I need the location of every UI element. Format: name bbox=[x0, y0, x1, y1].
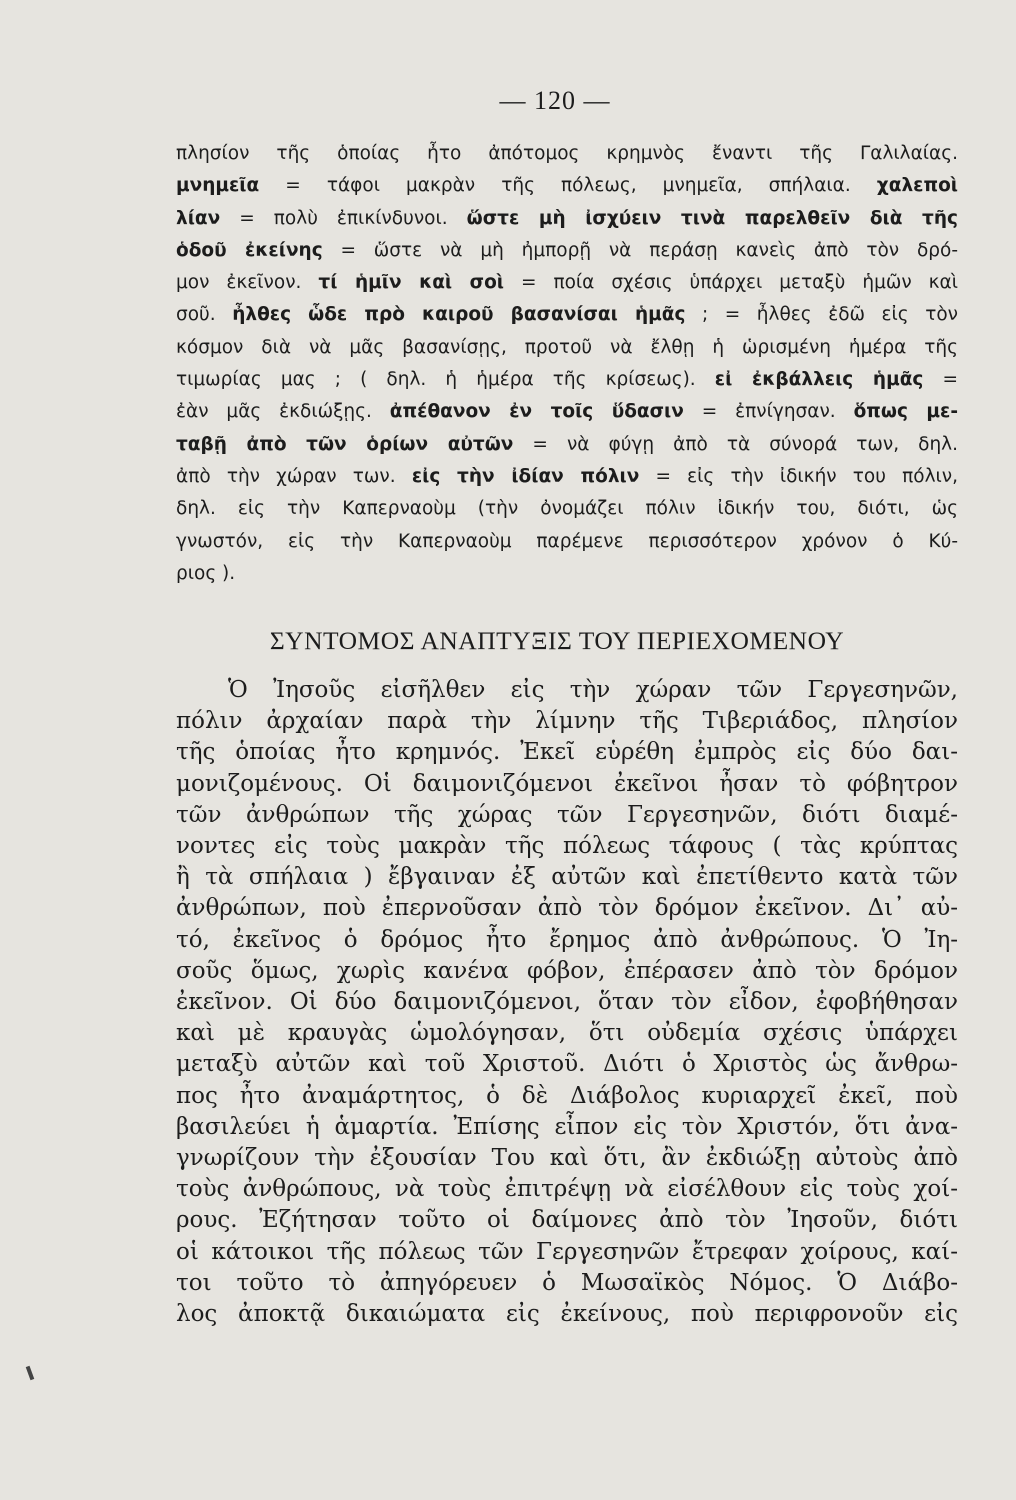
notes-line bbox=[176, 526, 958, 558]
bold-term: λίαν bbox=[176, 207, 221, 229]
page-number: — 120 — bbox=[499, 86, 611, 115]
bold-term: ὅπως με- bbox=[853, 401, 959, 423]
margin-mark bbox=[26, 1366, 35, 1381]
summary-line: ἀνθρώπων, ποὺ ἐπερνοῦσαν ἀπὸ τὸν δρόμον ἐκεῖνον. Δι᾿ αὐ- bbox=[176, 895, 958, 922]
notes-line bbox=[176, 235, 958, 267]
note-text: = ποία σχέσις ὑπάρχει μεταξὺ ἡμῶν καὶ bbox=[504, 272, 958, 294]
bold-term: ἦλθες ὧδε πρὸ καιροῦ βασανίσαι ἡμᾶς bbox=[232, 304, 686, 326]
bold-term: χαλεποὶ bbox=[876, 175, 958, 197]
notes-line bbox=[176, 203, 958, 235]
summary-line: πόλιν ἀρχαίαν παρὰ τὴν λίμνην τῆς Τιβεριάδος, πλησίον bbox=[176, 708, 958, 735]
summary-line: τοι τοῦτο τὸ ἀπηγόρευεν ὁ Μωσαϊκὸς Νόμος. Ὁ Διάβο- bbox=[176, 1269, 958, 1296]
note-text: μον ἐκεῖνον. bbox=[176, 272, 319, 294]
summary-line: καὶ μὲ κραυγὰς ὡμολόγησαν, ὅτι οὐδεμία σχέσις ὑπάρχει bbox=[176, 1020, 958, 1047]
summary-body bbox=[176, 675, 958, 1330]
note-text: πλησίον τῆς ὁποίας ἦτο ἀπότομος κρημνὸς ἔναντι τῆς Γαλιλαίας. bbox=[176, 143, 958, 164]
notes-line bbox=[176, 138, 958, 170]
summary-line: γνωρίζουν τὴν ἐξουσίαν Του καὶ ὅτι, ἂν ἐκδιώξῃ αὐτοὺς ἀπὸ bbox=[176, 1145, 958, 1172]
notes-line bbox=[176, 493, 958, 525]
bold-term: εἰ ἐκβάλλεις ἡμᾶς bbox=[714, 369, 924, 391]
summary-line: βασιλεύει ἡ ἁμαρτία. Ἐπίσης εἶπον εἰς τὸν Χριστόν, ὅτι ἀνα- bbox=[176, 1113, 958, 1140]
notes-line bbox=[176, 332, 958, 364]
notes-line bbox=[176, 170, 958, 202]
bold-term: τί ἡμῖν καὶ σοὶ bbox=[318, 272, 504, 294]
note-text: = νὰ φύγῃ ἀπὸ τὰ σύνορά των, δηλ. bbox=[513, 433, 958, 455]
note-text: κόσμον διὰ νὰ μᾶς βασανίσῃς, προτοῦ νὰ ἔλθῃ ἡ ὡρισμένη ἡμέρα τῆς bbox=[176, 336, 958, 358]
bold-term: ἀπέθανον ἐν τοῖς ὕδασιν bbox=[389, 401, 684, 423]
notes-line bbox=[176, 558, 958, 590]
note-text: ἐὰν μᾶς ἐκδιώξῃς. bbox=[176, 401, 390, 423]
notes-line bbox=[176, 396, 958, 428]
summary-line: ρους. Ἐζήτησαν τοῦτο οἱ δαίμονες ἀπὸ τὸν Ἰησοῦν, διότι bbox=[176, 1207, 958, 1234]
summary-line: Ὁ Ἰησοῦς εἰσῆλθεν εἰς τὴν χώραν τῶν Γεργεσηνῶν, bbox=[228, 677, 958, 703]
note-text: τιμωρίας μας ; ( δηλ. ἡ ἡμέρα τῆς κρίσεως). bbox=[176, 369, 715, 391]
bold-term: εἰς τὴν ἰδίαν πόλιν bbox=[411, 465, 640, 487]
note-text: = εἰς τὴν ἰδικήν του πόλιν, bbox=[639, 465, 958, 487]
summary-line: ἢ τὰ σπήλαια ) ἔβγαιναν ἐξ αὐτῶν καὶ ἐπετίθεντο κατὰ τῶν bbox=[176, 864, 958, 891]
notes-line bbox=[176, 429, 958, 461]
note-text: = ἐπνίγησαν. bbox=[683, 401, 854, 423]
note-text: = ὥστε νὰ μὴ ἠμπορῇ νὰ περάσῃ κανεὶς ἀπὸ τὸν δρό- bbox=[322, 239, 959, 261]
glossary-notes bbox=[176, 138, 958, 590]
bold-term: μνημεῖα bbox=[176, 175, 260, 197]
note-text: δηλ. εἰς τὴν Καπερναοὺμ (τὴν ὀνομάζει πόλιν ἰδικήν του, διότι, ὡς bbox=[176, 498, 958, 520]
notes-line bbox=[176, 364, 958, 396]
summary-line: οἱ κάτοικοι τῆς πόλεως τῶν Γεργεσηνῶν ἔτρεφαν χοίρους, καί- bbox=[176, 1238, 958, 1265]
notes-line bbox=[176, 299, 958, 331]
summary-line: πος ἦτο ἀναμάρτητος, ὁ δὲ Διάβολος κυριαρχεῖ ἐκεῖ, ποὺ bbox=[176, 1082, 958, 1109]
summary-line: τῶν ἀνθρώπων τῆς χώρας τῶν Γεργεσηνῶν, διότι διαμέ- bbox=[176, 801, 958, 828]
summary-line: μεταξὺ αὐτῶν καὶ τοῦ Χριστοῦ. Διότι ὁ Χριστὸς ὡς ἄνθρω- bbox=[176, 1051, 958, 1078]
summary-line: νοντες εἰς τοὺς μακρὰν τῆς πόλεως τάφους ( τὰς κρύπτας bbox=[176, 833, 958, 860]
summary-line: λος ἀποκτᾷ δικαιώματα εἰς ἐκείνους, ποὺ περιφρονοῦν εἰς bbox=[176, 1301, 958, 1328]
note-text: ἀπὸ τὴν χώραν των. bbox=[176, 465, 412, 487]
notes-line bbox=[176, 267, 958, 299]
note-text: ; = ἦλθες ἐδῶ εἰς τὸν bbox=[685, 304, 958, 326]
bold-term: ταβῇ ἀπὸ τῶν ὁρίων αὐτῶν bbox=[176, 433, 514, 455]
note-text: = τάφοι μακρὰν τῆς πόλεως, μνημεῖα, σπήλαια. bbox=[259, 175, 877, 197]
summary-line: σοῦς ὅμως, χωρὶς κανένα φόβον, ἐπέρασεν ἀπὸ τὸν δρόμον bbox=[176, 957, 958, 984]
summary-line: τό, ἐκεῖνος ὁ δρόμος ἦτο ἔρημος ἀπὸ ἀνθρώπους. Ὁ Ἰη- bbox=[176, 926, 958, 953]
note-text: = bbox=[923, 369, 958, 391]
summary-line: ἐκεῖνον. Οἱ δύο δαιμονιζόμενοι, ὅταν τὸν εἶδον, ἐφοβήθησαν bbox=[176, 989, 958, 1016]
note-text: σοῦ. bbox=[176, 304, 233, 326]
bold-term: ὥστε μὴ ἰσχύειν τινὰ παρελθεῖν διὰ τῆς bbox=[466, 207, 958, 229]
note-text: ριος ). bbox=[176, 562, 236, 584]
note-text: = πολὺ ἐπικίνδυνοι. bbox=[220, 207, 467, 229]
bold-term: ὁδοῦ ἐκείνης bbox=[176, 239, 323, 261]
summary-line: τῆς ὁποίας ἦτο κρημνός. Ἐκεῖ εὑρέθη ἐμπρὸς εἰς δύο δαι- bbox=[176, 739, 958, 766]
note-text: γνωστόν, εἰς τὴν Καπερναοὺμ παρέμενε περισσότερον χρόνον ὁ Κύ- bbox=[176, 530, 958, 552]
summary-line: μονιζομένους. Οἱ δαιμονιζόμενοι ἐκεῖνοι ἦσαν τὸ φόβητρον bbox=[176, 770, 958, 797]
section-heading: ΣΥΝΤΟΜΟΣ ΑΝΑΠΤΥΞΙΣ ΤΟΥ ΠΕΡΙΕΧΟΜΕΝΟΥ bbox=[269, 626, 845, 655]
notes-line bbox=[176, 461, 958, 493]
summary-line: τοὺς ἀνθρώπους, νὰ τοὺς ἐπιτρέψῃ νὰ εἰσέλθουν εἰς τοὺς χοί- bbox=[176, 1176, 958, 1203]
